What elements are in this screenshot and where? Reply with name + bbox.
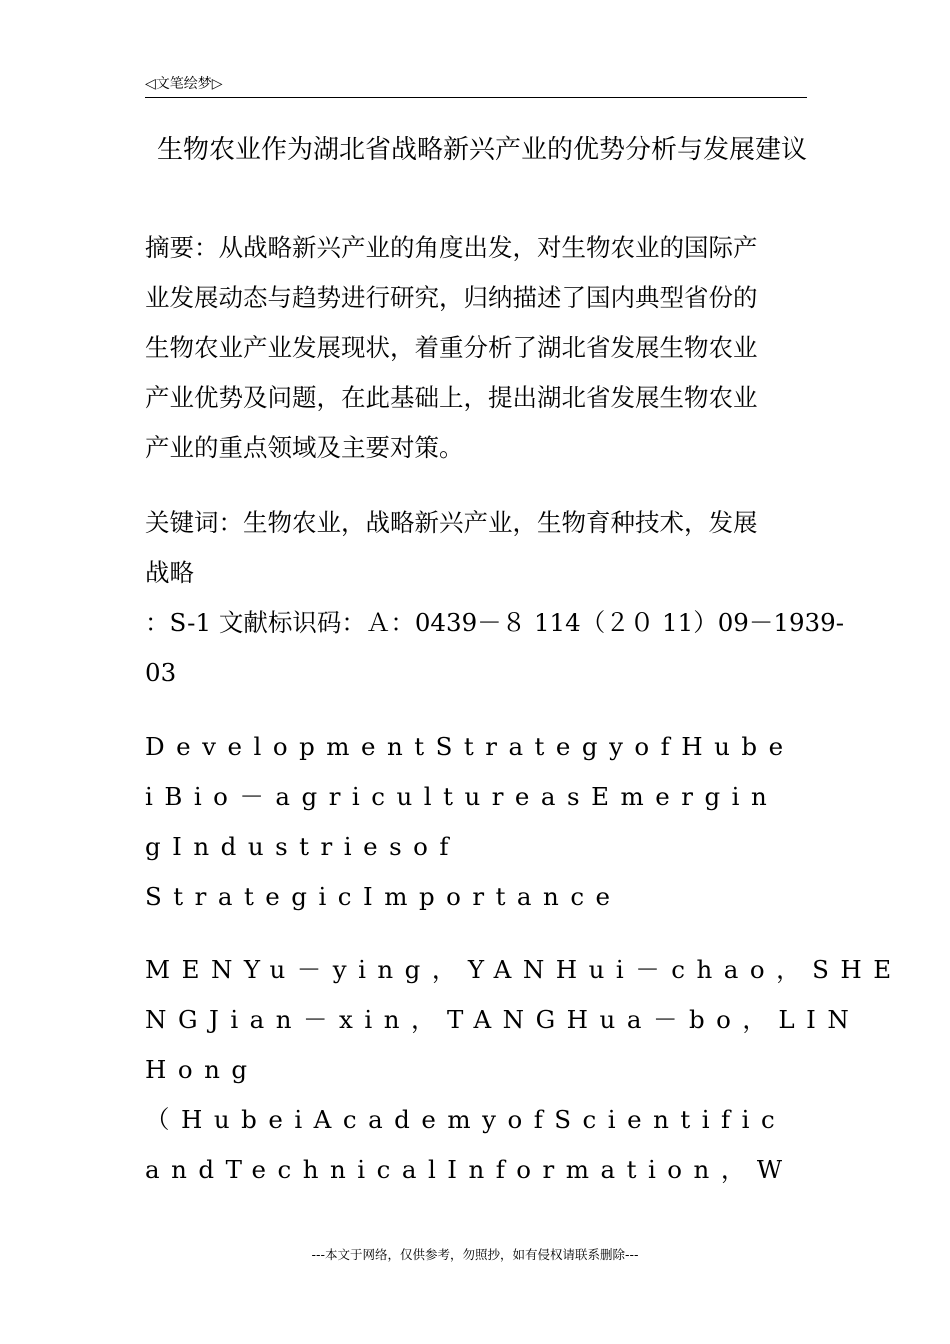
english-title: [145, 722, 807, 922]
header-rule: [145, 97, 807, 98]
page-header: ◁文笔绘梦▷: [145, 76, 223, 92]
document-title: 生物农业作为湖北省战略新兴产业的优势分析与发展建议: [157, 135, 808, 165]
abstract: [145, 223, 807, 473]
keywords-line: 战略: [145, 558, 194, 587]
authors-line: MENYu－ying，YANHui－chao，SHE: [145, 955, 903, 984]
keywords: [145, 498, 845, 698]
english-title-line: gIndustriesof: [145, 832, 460, 861]
classification-line: 03: [145, 658, 177, 687]
abstract-line: 生物农业产业发展现状，着重分析了湖北省发展生物农业: [145, 333, 758, 362]
authors-line: NGJian－xin，TANGHua－bo，LIN: [145, 1005, 861, 1034]
abstract-line: 产业优势及问题，在此基础上，提出湖北省发展生物农业: [145, 383, 758, 412]
abstract-line: 产业的重点领域及主要对策。: [145, 433, 464, 462]
abstract-line: 摘要：从战略新兴产业的角度出发，对生物农业的国际产: [145, 233, 758, 262]
keywords-line: 关键词：生物农业，战略新兴产业，生物育种技术，发展: [145, 508, 758, 537]
english-title-line: iBio－agricultureasEmergin: [145, 782, 779, 811]
english-title-line: DevelopmentStrategyofHube: [145, 732, 795, 761]
english-title-line: StrategicImportance: [145, 882, 622, 911]
authors-line: Hong: [145, 1055, 259, 1084]
authors: [145, 945, 903, 1195]
abstract-line: 业发展动态与趋势进行研究，归纳描述了国内典型省份的: [145, 283, 758, 312]
page-footer: ---本文于网络，仅供参考，勿照抄，如有侵权请联系删除---: [311, 1247, 639, 1262]
affiliation-line: （HubeiAcademyofScientific: [145, 1105, 787, 1134]
classification-line: ：S-1 文献标识码：Ａ：0439－８ 114（２０ 11）09－1939-: [145, 608, 845, 637]
affiliation-line: andTechnicalInformation，W: [145, 1155, 794, 1184]
